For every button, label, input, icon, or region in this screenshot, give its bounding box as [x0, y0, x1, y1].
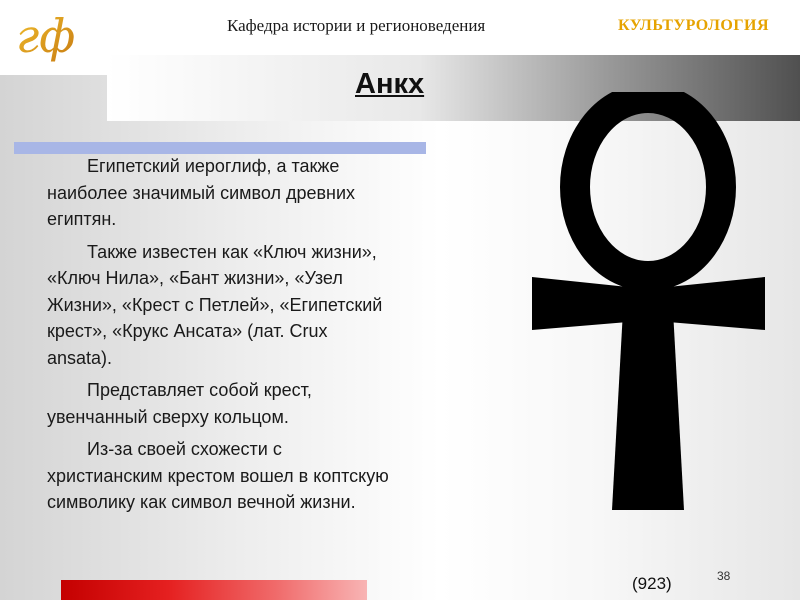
logo [0, 0, 107, 75]
slide-title: Анкх [355, 68, 425, 100]
paragraph-2: Также известен как «Ключ жизни», «Ключ Нила», «Бант жизни», «Узел Жизни», «Крест с Петлей», «Египетский крест», «Крукс Ансата» (лат. Crux ansata). [47, 241, 383, 368]
svg-text:гф: гф [16, 9, 76, 63]
paragraph-1: Египетский иероглиф, а также наиболее значимый символ древних египтян. [47, 156, 356, 229]
red-bar [61, 580, 367, 600]
paragraph-4: Из-за своей схожести с христианским крестом вошел в коптскую символику как символ вечной жизни. [47, 439, 389, 512]
ankh-loop [575, 98, 721, 276]
department-name: Кафедра истории и регионоведения [227, 16, 486, 35]
ankh-icon [530, 92, 770, 512]
subject-name: КУЛЬТУРОЛОГИЯ [618, 17, 769, 34]
logo-icon [14, 8, 94, 68]
body-text [47, 153, 397, 522]
source-reference: (923) [632, 574, 672, 593]
page-number: 38 [717, 569, 731, 583]
paragraph-3: Представляет собой крест, увенчанный сверху кольцом. [47, 380, 312, 427]
